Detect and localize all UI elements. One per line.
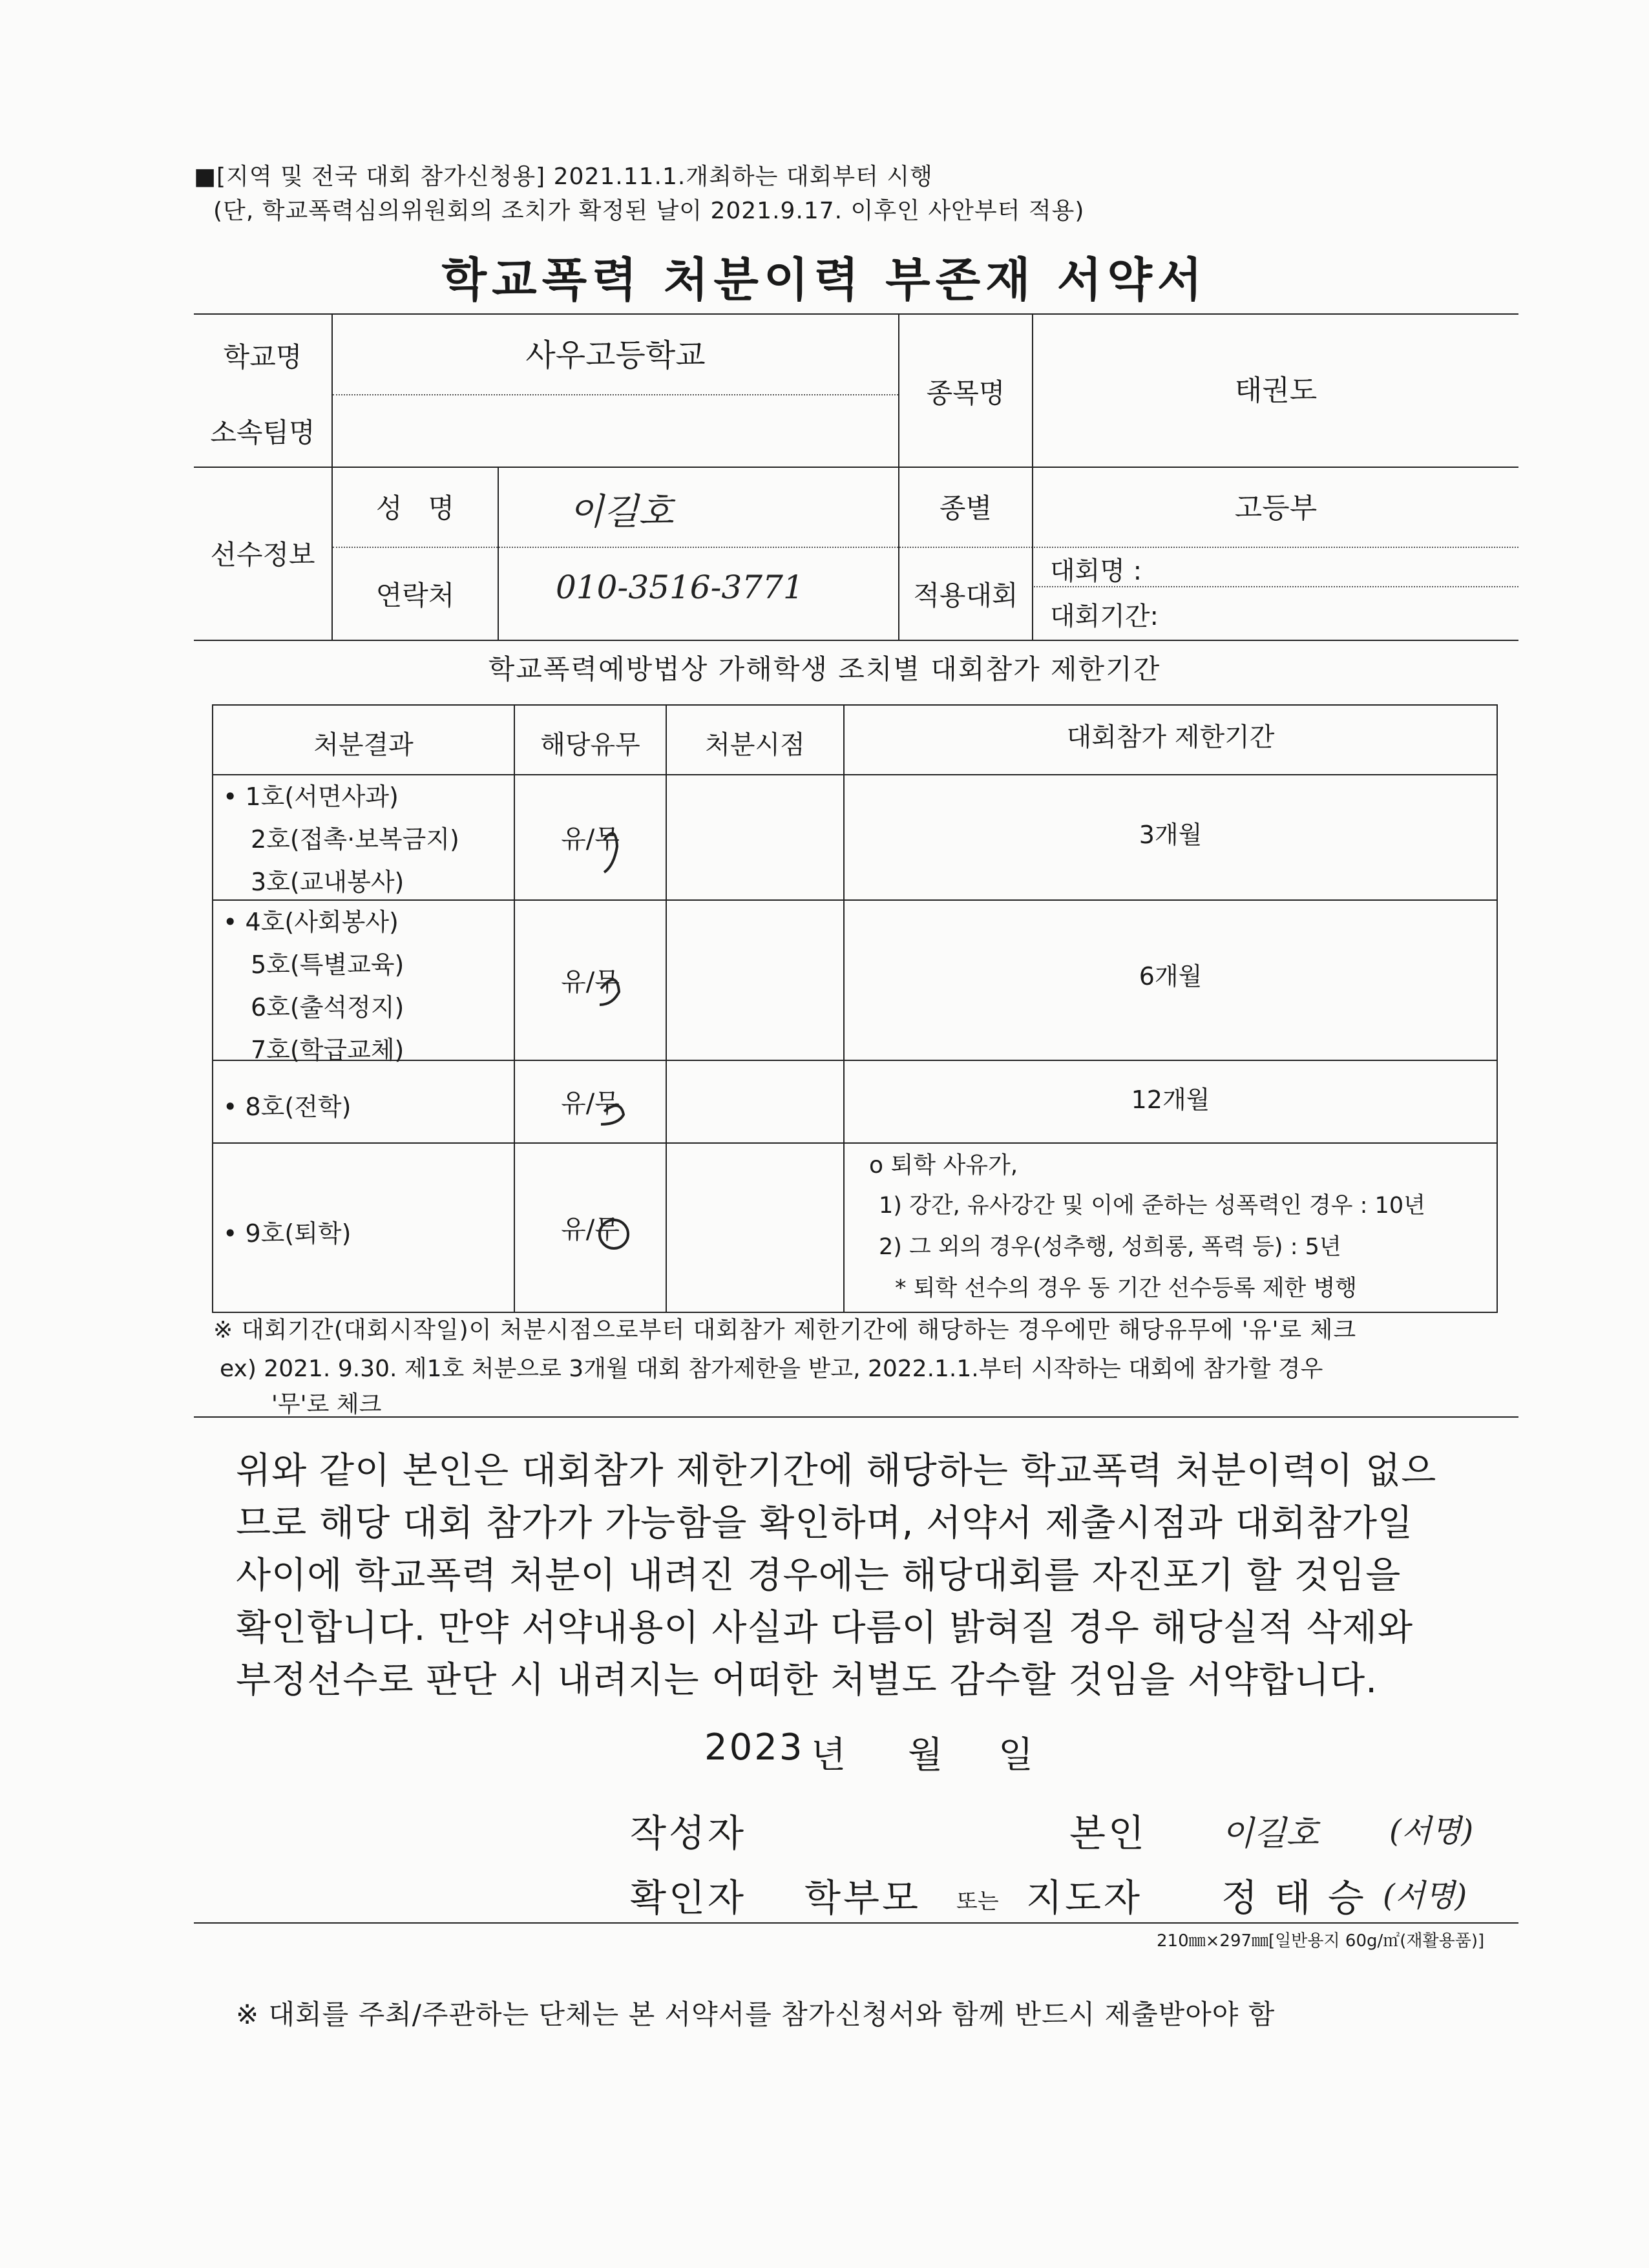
paper-spec: 210㎜×297㎜[일반용지 60g/㎡(재활용품)] <box>1157 1931 1485 1951</box>
period-row-2: 6개월 <box>1139 961 1203 991</box>
self-sign: (서명) <box>1389 1813 1474 1849</box>
contact-value: 010-3516-3771 <box>556 569 804 606</box>
or-label: 또는 <box>956 1889 999 1915</box>
check-mark-row-4 <box>600 1220 628 1248</box>
school-label: 학교명 <box>223 341 302 373</box>
note-3: '무'로 체크 <box>271 1391 382 1418</box>
name-value: 이길호 <box>569 491 674 533</box>
date-day-unit: 일 <box>998 1734 1034 1776</box>
pledge-line: 므로 해당 대회 참가가 가능함을 확인하며, 서약서 제출시점과 대회참가일 <box>236 1502 1414 1544</box>
header-line-1: ■[지역 및 전국 대회 참가신청용] 2021.11.1.개최하는 대회부터 시행 <box>194 163 933 190</box>
date-year-unit: 년 <box>811 1734 846 1776</box>
contest-name-label: 대회명 : <box>1050 556 1142 586</box>
applied-contest-label: 적용대회 <box>913 580 1018 611</box>
self-name: 이길호 <box>1221 1814 1319 1853</box>
pledge-line: 위와 같이 본인은 대회참가 제한기간에 해당하는 학교폭력 처분이력이 없으 <box>236 1450 1437 1492</box>
item-2: 2호(접촉·보복금지) <box>251 825 459 854</box>
pledge-paragraph <box>236 1445 1522 1706</box>
coach-sign: (서명) <box>1383 1878 1467 1914</box>
date-month-unit: 월 <box>908 1734 943 1776</box>
contest-period-label: 대회기간: <box>1050 602 1159 631</box>
applicable-row-4: 유/무 <box>561 1214 620 1244</box>
expulsion-reason: o 퇴학 사유가, <box>869 1152 1018 1179</box>
applicable-row-1: 유/무 <box>561 824 620 854</box>
name-label: 성 명 <box>375 492 455 524</box>
rule <box>194 1416 1518 1418</box>
item-3: 3호(교내봉사) <box>251 868 404 896</box>
pledge-line: 사이에 학교폭력 처분이 내려진 경우에는 해당대회를 자진포기 할 것임을 <box>236 1555 1402 1597</box>
col-header-time: 처분시점 <box>705 730 805 760</box>
header-line-2: (단, 학교폭력심의위원회의 조치가 확정된 날이 2021.9.17. 이후인 사안부터 적용) <box>213 198 1085 224</box>
item-1: • 1호(서면사과) <box>223 782 399 811</box>
division-value: 고등부 <box>1234 492 1318 525</box>
item-7: 7호(학급교체) <box>251 1036 404 1064</box>
expulsion-case-1: 1) 강간, 유사강간 및 이에 준하는 성폭력인 경우 : 10년 <box>879 1193 1425 1219</box>
expulsion-registration-note: * 퇴학 선수의 경우 동 기간 선수등록 제한 병행 <box>895 1276 1358 1301</box>
item-8: • 8호(전학) <box>223 1093 352 1121</box>
item-5: 5호(특별교육) <box>251 950 404 979</box>
applicable-row-3: 유/무 <box>561 1088 620 1118</box>
footer-note: ※ 대회를 주최/주관하는 단체는 본 서약서를 참가신청서와 함께 반드시 제출받아야 함 <box>236 1999 1276 2030</box>
school-value: 사우고등학교 <box>525 337 706 373</box>
period-row-3: 12개월 <box>1131 1085 1210 1114</box>
note-1: ※ 대회기간(대회시작일)이 처분시점으로부터 대회참가 제한기간에 해당하는 경우에만 해당유무에 '유'로 체크 <box>213 1317 1357 1343</box>
col-header-result: 처분결과 <box>313 730 414 760</box>
event-value: 태권도 <box>1234 374 1318 407</box>
team-label: 소속팀명 <box>210 417 315 448</box>
col-header-period: 대회참가 제한기간 <box>1066 722 1275 752</box>
period-row-1: 3개월 <box>1139 820 1203 849</box>
division-label: 종별 <box>939 492 993 524</box>
col-header-applicable: 해당유무 <box>540 730 640 760</box>
item-6: 6호(출석정지) <box>251 993 404 1022</box>
item-4: • 4호(사회봉사) <box>223 908 399 936</box>
section-title: 학교폭력예방법상 가해학생 조치별 대회참가 제한기간 <box>488 653 1161 685</box>
event-label: 종목명 <box>926 377 1005 409</box>
pledge-line: 부정선수로 판단 시 내려지는 어떠한 처벌도 감수할 것임을 서약합니다. <box>236 1659 1378 1701</box>
rule <box>194 1922 1518 1924</box>
confirmer-label: 확인자 <box>630 1876 747 1920</box>
contact-label: 연락처 <box>375 580 455 611</box>
self-label: 본인 <box>1069 1811 1148 1855</box>
coach-name: 정 태 승 <box>1221 1876 1367 1920</box>
check-mark-row-1 <box>604 834 617 872</box>
coach-label: 지도자 <box>1026 1876 1143 1920</box>
check-mark-row-2 <box>600 980 619 1005</box>
applicable-row-2: 유/무 <box>561 967 620 997</box>
document-title: 학교폭력 처분이력 부존재 서약서 <box>441 253 1208 307</box>
parent-label: 학부모 <box>804 1876 921 1920</box>
player-info-label: 선수정보 <box>210 539 315 571</box>
pledge-line: 확인합니다. 만약 서약내용이 사실과 다름이 밝혀질 경우 해당실적 삭제와 <box>236 1607 1414 1649</box>
date-year: 2023 <box>704 1727 804 1769</box>
writer-label: 작성자 <box>630 1811 747 1855</box>
note-2: ex) 2021. 9.30. 제1호 처분으로 3개월 대회 참가제한을 받고, 2022.1.1.부터 시작하는 대회에 참가할 경우 <box>220 1356 1323 1382</box>
item-9: • 9호(퇴학) <box>223 1219 352 1248</box>
check-mark-row-3 <box>601 1106 624 1124</box>
expulsion-case-2: 2) 그 외의 경우(성추행, 성희롱, 폭력 등) : 5년 <box>879 1234 1341 1260</box>
